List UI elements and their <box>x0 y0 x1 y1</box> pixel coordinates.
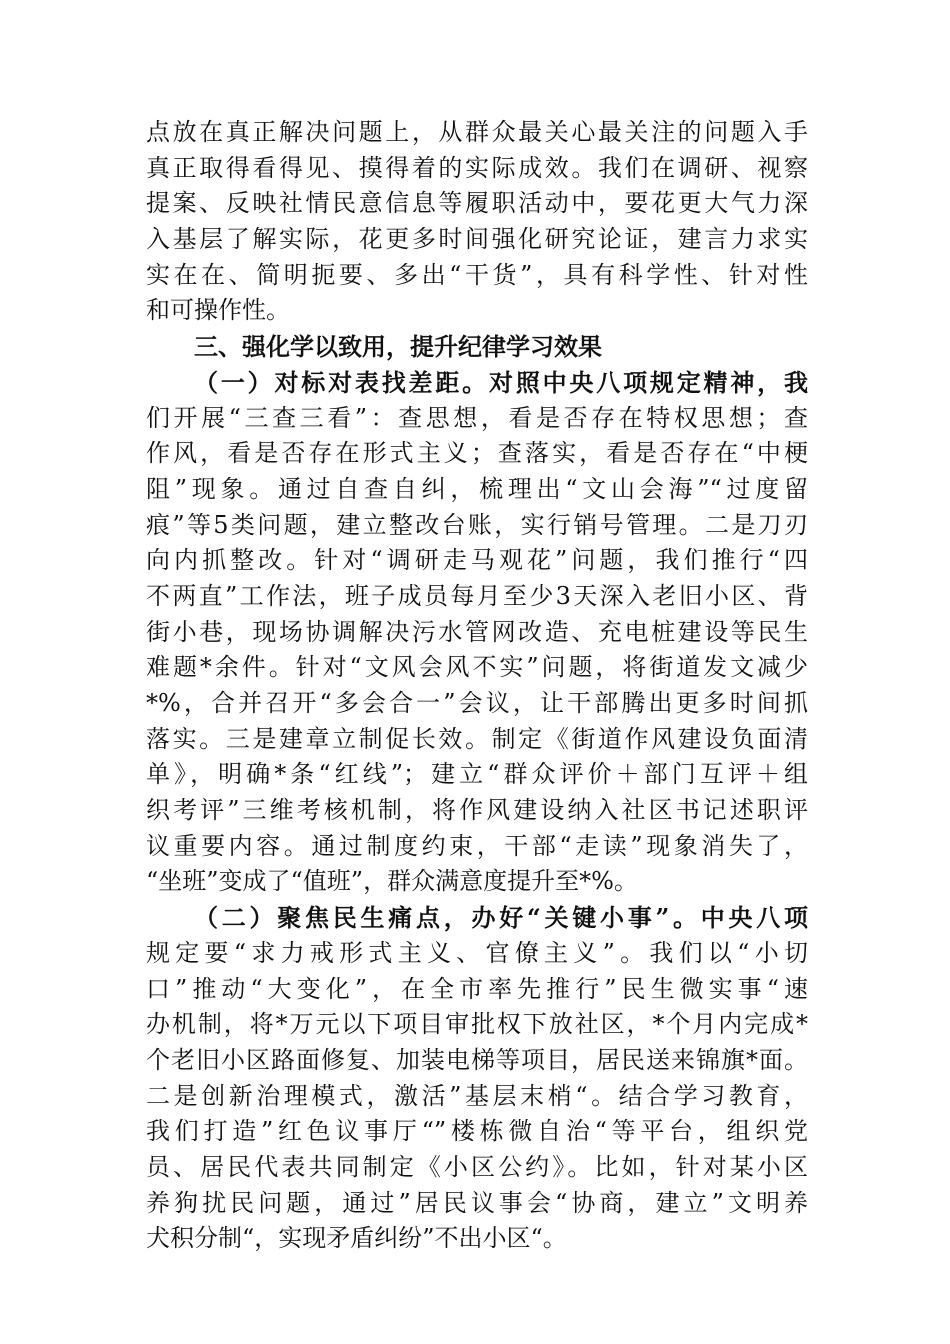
text-line: 犬积分制“，实现矛盾纠纷”不出小区“。 <box>146 1224 567 1253</box>
text-line: 入基层了解实际，花更多时间强化研究论证，建言力求实 <box>146 225 808 254</box>
text-line: 落实。三是建章立制促长效。制定《街道作风建设负面清 <box>146 724 808 753</box>
text-line: 个老旧小区路面修复、加装电梯等项目，居民送来锦旗*面。 <box>146 1045 808 1074</box>
text-line: 提案、反映社情民意信息等履职活动中，要花更大气力深 <box>146 189 808 218</box>
text-line: 议重要内容。通过制度约束，干部“走读”现象消失了， <box>146 831 808 860</box>
text-line: 作风，看是否存在形式主义；查落实，看是否存在“中梗 <box>146 439 808 468</box>
text-line: *%，合并召开“多会合一”会议，让干部腾出更多时间抓 <box>146 689 808 717</box>
text-line: 养狗扰民问题，通过”居民议事会“协商，建立”文明养 <box>146 1188 808 1217</box>
text-line: 不两直”工作法，班子成员每月至少3天深入老旧小区、背 <box>146 581 808 610</box>
text-line: 口”推动“大变化”，在全市率先推行”民生微实事“速 <box>146 974 808 1003</box>
text-line: 员、居民代表共同制定《小区公约》。比如，针对某小区 <box>146 1152 808 1181</box>
text-line: 点放在真正解决问题上，从群众最关心最关注的问题入手 <box>146 118 808 146</box>
text-line: 真正取得看得见、摸得着的实际成效。我们在调研、视察 <box>146 153 808 182</box>
subsection-heading-line: （二）聚焦民生痛点，办好“关键小事”。中央八项 <box>194 903 808 933</box>
text-line: 我们打造”红色议事厅“”楼栋微自治“等平台，组织党 <box>146 1117 808 1146</box>
text-line: 单》，明确*条“红线”；建立“群众评价＋部门互评＋组 <box>146 760 808 789</box>
text-line: 规定要“求力戒形式主义、官僚主义”。我们以“小切 <box>146 938 808 967</box>
text-line: 阻”现象。通过自查自纠，梳理出“文山会海”“过度留 <box>146 474 808 503</box>
document-body <box>146 115 808 1257</box>
text-line: 街小巷，现场协调解决污水管网改造、充电桩建设等民生 <box>146 617 808 646</box>
text-line: 办机制，将*万元以下项目审批权下放社区，*个月内完成* <box>146 1010 808 1039</box>
subsection-heading-line: （一）对标对表找差距。对照中央八项规定精神，我 <box>194 367 808 397</box>
text-line: 二是创新治理模式，激活”基层末梢“。结合学习教育， <box>146 1081 808 1110</box>
text-line: “坐班”变成了“值班”，群众满意度提升至*%。 <box>146 867 638 896</box>
text-line: 向内抓整改。针对“调研走马观花”问题，我们推行“四 <box>146 546 808 575</box>
text-line: 们开展“三查三看”：查思想，看是否存在特权思想；查 <box>146 403 808 432</box>
text-line: 实在在、简明扼要、多出“干货”，具有科学性、针对性 <box>146 260 808 289</box>
text-line: 织考评”三维考核机制，将作风建设纳入社区书记述职评 <box>146 796 808 825</box>
text-line: 痕”等5类问题，建立整改台账，实行销号管理。二是刀刃 <box>146 510 808 539</box>
text-line: 难题*余件。针对“文风会风不实”问题，将街道发文减少 <box>146 653 808 682</box>
section-heading: 三、强化学以致用，提升纪律学习效果 <box>194 332 602 362</box>
text-line: 和可操作性。 <box>146 296 290 325</box>
